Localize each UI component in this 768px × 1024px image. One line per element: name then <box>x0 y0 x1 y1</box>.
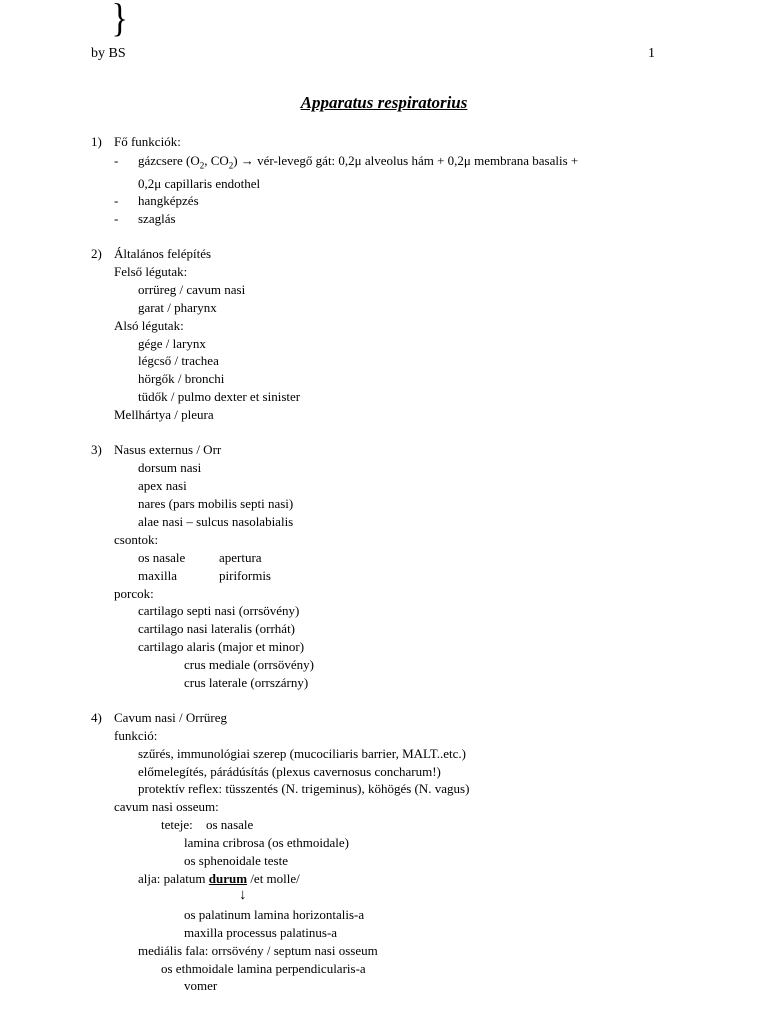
list-item: cartilago nasi lateralis (orrhát) <box>138 621 296 636</box>
list-item: maxilla processus palatinus-a <box>184 925 338 940</box>
list-item: protektív reflex: tüsszentés (N. trigeminus), köhögés (N. vagus) <box>138 781 470 796</box>
list-bullet: - <box>114 211 119 226</box>
list-item: maxilla <box>138 568 177 583</box>
list-item: crus laterale (orrszárny) <box>184 675 309 690</box>
list-bullet: - <box>114 193 119 208</box>
list-item-continuation: 0,2μ capillaris endothel <box>138 176 261 191</box>
down-arrow-icon: ↓ <box>239 887 247 903</box>
section-heading: Általános felépítés <box>114 246 212 261</box>
subheading: csontok: <box>114 532 159 547</box>
section-number: 1) <box>91 134 102 149</box>
list-item: szaglás <box>138 211 176 226</box>
subheading: mediális fala: orrsövény / septum nasi osseum <box>138 943 378 958</box>
list-item: crus mediale (orrsövény) <box>184 657 314 672</box>
list-item: hangképzés <box>138 193 199 208</box>
section-heading: Fő funkciók: <box>114 134 181 149</box>
section-heading: Nasus externus / Orr <box>114 442 222 457</box>
subheading: alja: palatum durum /et molle/ <box>138 871 300 886</box>
subheading: Mellhártya / pleura <box>114 407 214 422</box>
subheading: cavum nasi osseum: <box>114 799 219 814</box>
subheading: Felső légutak: <box>114 264 188 279</box>
section-number: 3) <box>91 442 102 457</box>
subheading: porcok: <box>114 586 154 601</box>
header-author: by BS <box>91 46 126 61</box>
list-item: os palatinum lamina horizontalis-a <box>184 907 365 922</box>
list-item: dorsum nasi <box>138 460 202 475</box>
subheading: funkció: <box>114 728 158 743</box>
emphasis-durum: durum <box>208 871 248 886</box>
list-item: légcső / trachea <box>138 353 219 368</box>
subheading: Alsó légutak: <box>114 318 184 333</box>
list-item: szűrés, immunológiai szerep (mucociliaris barrier, MALT..etc.) <box>138 746 466 761</box>
subheading: teteje: <box>161 817 193 832</box>
list-item: nares (pars mobilis septi nasi) <box>138 496 294 511</box>
list-item: lamina cribrosa (os ethmoidale) <box>184 835 349 850</box>
section-number: 2) <box>91 246 102 261</box>
list-item: os sphenoidale teste <box>184 853 288 868</box>
section-number: 4) <box>91 710 102 725</box>
list-item: garat / pharynx <box>138 300 217 315</box>
list-item: cartilago septi nasi (orrsövény) <box>138 603 300 618</box>
list-item-extra: piriformis <box>219 568 271 583</box>
list-item: os ethmoidale lamina perpendicularis-a <box>161 961 366 976</box>
section-heading: Cavum nasi / Orrüreg <box>114 710 228 725</box>
list-item: cartilago alaris (major et minor) <box>138 639 305 654</box>
list-item: tüdők / pulmo dexter et sinister <box>138 389 301 404</box>
list-item: os nasale <box>138 550 186 565</box>
list-item: apex nasi <box>138 478 187 493</box>
list-item: os nasale <box>206 817 254 832</box>
list-item-extra: apertura <box>219 550 262 565</box>
list-item: gázcsere ($O_2$, $CO_2$) → vér-levegő gát: 0,2μ alveolus hám + 0,2μ membrana basalis + <box>138 153 579 171</box>
list-bullet: - <box>114 153 119 168</box>
page-title: Apparatus respiratorius <box>300 93 468 112</box>
page-number: 1 <box>648 46 655 61</box>
list-item: alae nasi – sulcus nasolabialis <box>138 514 294 529</box>
list-item: vomer <box>184 978 218 993</box>
brace-glyph: } <box>111 0 128 40</box>
list-item: orrüreg / cavum nasi <box>138 282 246 297</box>
list-item: hörgők / bronchi <box>138 371 225 386</box>
list-item: gége / larynx <box>138 336 206 351</box>
list-item: előmelegítés, párádúsítás (plexus cavernosus concharum!) <box>138 764 441 779</box>
